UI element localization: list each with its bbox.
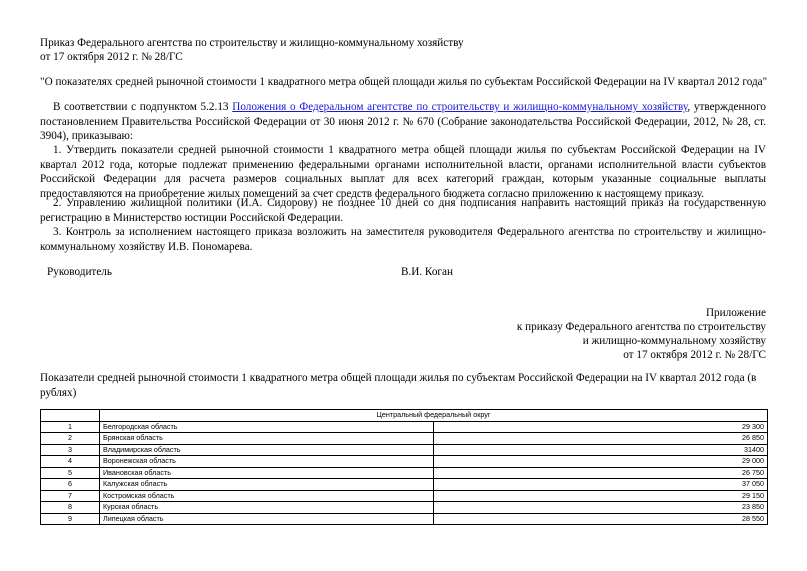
price-value: 29 150 — [434, 490, 768, 502]
appendix-ref-3: от 17 октября 2012 г. № 28/ГС — [623, 349, 766, 361]
row-number: 9 — [41, 513, 100, 525]
item-3-text: 3. Контроль за исполнением настоящего приказа возложить на заместителя руководителя Федерального агентства по строительству и жилищно-коммунальному хозяйству И.В. Пономарева. — [40, 226, 766, 253]
price-value: 23 850 — [434, 502, 768, 514]
table-row — [41, 433, 768, 445]
item-3 — [40, 225, 766, 254]
row-number: 7 — [41, 490, 100, 502]
row-number: 1 — [41, 421, 100, 433]
appendix-ref-2: и жилищно-коммунальному хозяйству — [582, 335, 766, 347]
region-name: Калужская область — [100, 479, 434, 491]
price-value: 31400 — [434, 444, 768, 456]
price-value: 26 750 — [434, 467, 768, 479]
table-row — [41, 467, 768, 479]
order-title: "О показателях средней рыночной стоимости 1 квадратного метра общей площади жилья по субъектам Российской Федерации на IV квартал 2012 года" — [40, 76, 768, 88]
table-group-spacer — [41, 410, 100, 422]
region-name: Белгородская область — [100, 421, 434, 433]
table-row — [41, 490, 768, 502]
region-name: Воронежская область — [100, 456, 434, 468]
price-value: 28 550 — [434, 513, 768, 525]
signature-role: Руководитель — [47, 266, 112, 278]
region-name: Костромская область — [100, 490, 434, 502]
region-name: Брянская область — [100, 433, 434, 445]
row-number: 5 — [41, 467, 100, 479]
table-row — [41, 502, 768, 514]
row-number: 3 — [41, 444, 100, 456]
item-1 — [40, 143, 766, 201]
table-row — [41, 444, 768, 456]
intro-text-after: , утвержденного постановлением Правительства Российской Федерации от 30 июня 2012 г. № 670 (Собрание законодательства Российской Федерации, 2012, № 28, ст. 3904), приказываю: — [40, 101, 766, 143]
regulation-link[interactable]: Положения о Федеральном агентстве по строительству и жилищно-коммунальному хозяйству — [232, 101, 688, 113]
price-value: 37 050 — [434, 479, 768, 491]
order-date: от 17 октября 2012 г. № 28/ГС — [40, 51, 183, 63]
item-1-text: 1. Утвердить показатели средней рыночной стоимости 1 квадратного метра общей площади жилья по субъектам Российской Федерации на IV квартал 2012 года, которые подлежат применению федеральными органами исполнительной власти, органами исполнительной власти субъектов Российской Федерации для расчета размеров социальных выплат для всех категорий граждан, которым указанные социальные выплаты предоставляются на приобретение жилых помещений за счет средств федерального бюджета согласно приложению к настоящему приказу. — [40, 144, 766, 200]
price-table-body — [41, 410, 768, 525]
row-number: 2 — [41, 433, 100, 445]
item-2 — [40, 196, 766, 225]
table-title: Показатели средней рыночной стоимости 1 квадратного метра общей площади жилья по субъектам Российской Федерации на IV квартал 2012 года (в рублях) — [40, 372, 757, 399]
appendix-label: Приложение — [705, 307, 766, 319]
intro-text-before: В соответствии с подпунктом 5.2.13 — [53, 101, 233, 113]
row-number: 6 — [41, 479, 100, 491]
row-number: 8 — [41, 502, 100, 514]
region-name: Владимирская область — [100, 444, 434, 456]
signature-name: В.И. Коган — [401, 266, 453, 278]
intro-paragraph — [40, 100, 766, 144]
table-row — [41, 479, 768, 491]
region-name: Ивановская область — [100, 467, 434, 479]
price-table — [40, 409, 768, 525]
region-name: Липецкая область — [100, 513, 434, 525]
order-heading: Приказ Федерального агентства по строительству и жилищно-коммунальному хозяйству — [40, 37, 464, 49]
table-group-header: Центральный федеральный округ — [100, 410, 768, 422]
table-group-header-row — [41, 410, 768, 422]
price-value: 29 000 — [434, 456, 768, 468]
table-row — [41, 513, 768, 525]
price-value: 29 300 — [434, 421, 768, 433]
item-2-text: 2. Управлению жилищной политики (И.А. Сидорову) не позднее 10 дней со дня подписания направить настоящий приказ на государственную регистрацию в Министерство юстиции Российской Федерации. — [40, 197, 766, 224]
row-number: 4 — [41, 456, 100, 468]
table-row — [41, 421, 768, 433]
region-name: Курская область — [100, 502, 434, 514]
table-row — [41, 456, 768, 468]
appendix-ref-1: к приказу Федерального агентства по строительству — [516, 321, 766, 333]
price-value: 26 850 — [434, 433, 768, 445]
